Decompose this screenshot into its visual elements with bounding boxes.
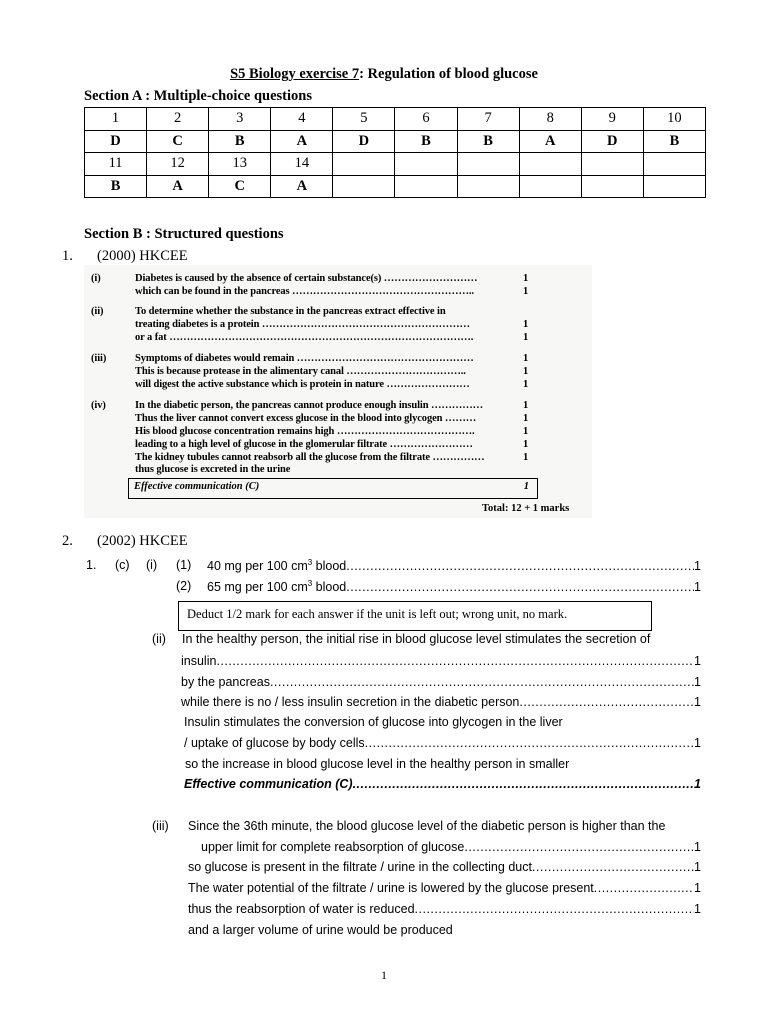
answer-text: so the increase in blood glucose level in the healthy person in smaller [185,757,570,771]
q2-ii-label: (ii) [152,632,166,646]
answer-text: upper limit for complete reabsorption of glucose [201,840,465,854]
q2-ec-text: Effective communication (C) [184,777,353,791]
scan-effective-communication: Effective communication (C) [134,481,260,492]
scan-mark: 1 [523,273,529,284]
q2-iii-line [188,819,665,833]
answer-text: so glucose is present in the filtrate / urine in the collecting duct [188,860,532,874]
leader-dots [270,675,694,689]
page-number: 1 [381,968,387,982]
answer-text: insulin [181,654,217,668]
scan-mark: 1 [523,286,529,297]
scan-mark: 1 [523,439,529,450]
question-number-cell: 11 [85,153,147,176]
effective-communication-box [128,478,538,499]
scan-answer-line: Thus the liver cannot convert excess glucose in the blood into glycogen ……… [135,413,477,424]
q2-source: (2002) HKCEE [97,533,188,549]
q2-iii-line [188,902,701,916]
question-number-cell: 2 [147,108,209,131]
question-number-cell: 14 [271,153,333,176]
q2-ii-line [182,632,650,646]
q2-iii-line [188,923,453,937]
q2-ii-line [181,695,701,709]
leader-dots [415,902,695,916]
mark: 1 [694,736,701,750]
leader-dots [216,654,694,668]
scan-mark: 1 [523,379,529,390]
q2-sub-i: (i) [146,558,158,572]
q2-number: 2. [62,533,73,549]
q2-ii-line [181,654,701,668]
answer-text: Since the 36th minute, the blood glucose level of the diabetic person is higher than the [188,819,666,833]
leader-dots [353,777,694,791]
leader-dots [365,736,694,750]
q2-i1-answer [207,558,701,573]
q2-ii-line [184,715,563,729]
scan-part-label: (i) [91,273,101,284]
q2-i1-number: (1) [176,558,192,572]
q2-effective-communication [184,777,701,791]
answer-cell: B [209,130,271,153]
scan-total-marks: Total: 12 + 1 marks [482,503,570,514]
scan-part-label: (iii) [91,353,107,364]
answer-text: The water potential of the filtrate / urine is lowered by the glucose present [188,881,594,895]
answer-table [84,107,706,198]
leader-dots [346,580,694,594]
document-title [0,66,768,83]
answer-cell [333,175,395,198]
scan-mark: 1 [523,366,529,377]
section-a-heading: Section A : Multiple-choice questions [84,88,312,104]
answer-cell [457,175,519,198]
leader-dots [346,559,694,573]
scan-answer-line: treating diabetes is a protein …………………………………………………… [135,319,470,330]
q1-source: (2000) HKCEE [97,248,188,264]
deduct-note: Deduct 1/2 mark for each answer if the unit is left out; wrong unit, no mark. [187,607,568,621]
q1-marking-scheme-scan [84,265,592,518]
question-number-cell [581,153,643,176]
question-number-cell: 3 [209,108,271,131]
q2-i2-sup: 3 [307,579,313,588]
q2-i1-sup: 3 [307,558,313,567]
q2-i1-text: 40 mg per 100 cm [207,559,308,574]
mark: 1 [694,860,701,874]
q2-i2-mark: 1 [694,580,701,595]
answer-cell: B [395,130,457,153]
question-number-cell [519,153,581,176]
q2-iii-line [201,840,701,854]
q2-ii-line [185,757,569,771]
answer-cell: A [271,175,333,198]
q2-iii-label: (iii) [152,819,169,833]
answer-cell [643,175,705,198]
title-rest: : Regulation of blood glucose [359,66,538,82]
question-number-cell [395,153,457,176]
answer-cell: B [457,130,519,153]
scan-mark: 1 [523,452,529,463]
q2-iii-line [188,881,701,895]
q2-iii-line [188,860,701,874]
question-number-cell [333,153,395,176]
answer-cell: C [209,175,271,198]
answer-cell [581,175,643,198]
q2-i2-text: 65 mg per 100 cm [207,580,308,595]
question-number-cell: 10 [643,108,705,131]
q2-i2-answer [207,579,701,594]
scan-answer-line: The kidney tubules cannot reabsorb all the glucose from the filtrate …………… [135,452,485,463]
question-number-cell: 13 [209,153,271,176]
scan-mark: 1 [523,426,529,437]
q2-i1-mark: 1 [694,559,701,574]
scan-mark: 1 [523,319,529,330]
scan-mark: 1 [523,400,529,411]
answer-cell: B [643,130,705,153]
mark: 1 [694,675,701,689]
answer-cell: A [147,175,209,198]
answer-cell: A [519,130,581,153]
answer-text: In the healthy person, the initial rise in blood glucose level stimulates the secretion of [182,632,651,646]
title-underlined: S5 Biology exercise 7 [230,66,360,82]
scan-answer-line: which can be found in the pancreas …………………………………………….. [135,286,474,297]
scan-mark: 1 [523,413,529,424]
question-number-cell [643,153,705,176]
question-number-cell [457,153,519,176]
answer-cell [519,175,581,198]
answer-text: Insulin stimulates the conversion of glucose into glycogen in the liver [184,715,563,729]
question-number-cell: 1 [85,108,147,131]
answer-cell [395,175,457,198]
question-number-cell: 12 [147,153,209,176]
answer-cell: A [271,130,333,153]
question-number-cell: 8 [519,108,581,131]
scan-answer-line: In the diabetic person, the pancreas cannot produce enough insulin …………… [135,400,484,411]
question-number-cell: 7 [457,108,519,131]
leader-dots [519,695,694,709]
question-number-cell: 5 [333,108,395,131]
question-number-cell: 9 [581,108,643,131]
question-number-row [85,153,706,176]
mark: 1 [694,902,701,916]
answer-row [85,130,706,153]
scan-answer-line: or a fat ……………………………………………………………………………. [135,332,474,343]
mark: 1 [694,840,701,854]
scan-answer-line: To determine whether the substance in the pancreas extract effective in [135,306,446,317]
q2-i2-number: (2) [176,579,192,593]
scan-mark: 1 [523,353,529,364]
section-b-heading: Section B : Structured questions [84,226,284,242]
leader-dots [532,860,694,874]
mark: 1 [694,695,701,709]
answer-text: by the pancreas [181,675,270,689]
q2-ec-mark: 1 [694,777,701,791]
question-number-cell: 4 [271,108,333,131]
mark: 1 [694,654,701,668]
scan-answer-line: thus glucose is excreted in the urine [135,464,291,475]
q1-number: 1. [62,248,73,264]
scan-answer-line: will digest the active substance which is protein in nature …………………… [135,379,470,390]
scan-part-label: (iv) [91,400,106,411]
question-number-row [85,108,706,131]
leader-dots [594,881,694,895]
q2-i2-text-end: blood [312,580,347,595]
mark: 1 [694,881,701,895]
answer-text: while there is no / less insulin secretion in the diabetic person [181,695,520,709]
scan-answer-line: His blood glucose concentration remains high …………………………………. [135,426,475,437]
answer-cell: C [147,130,209,153]
answer-text: thus the reabsorption of water is reduced [188,902,415,916]
scan-answer-line: This is because protease in the alimentary canal …………………………….. [135,366,466,377]
scan-answer-line: leading to a high level of glucose in the glomerular filtrate …………………… [135,439,473,450]
answer-text: and a larger volume of urine would be produced [188,923,453,937]
q2-sub-c: (c) [115,558,130,572]
scan-part-label: (ii) [91,306,104,317]
scan-answer-line: Symptoms of diabetes would remain …………………………………………… [135,353,474,364]
answer-cell: D [85,130,147,153]
leader-dots [464,840,694,854]
answer-cell: D [333,130,395,153]
question-number-cell: 6 [395,108,457,131]
q2-sub-number: 1. [86,558,97,572]
q2-ii-line [181,675,701,689]
scan-ec-mark: 1 [523,481,529,492]
answer-cell: D [581,130,643,153]
answer-row [85,175,706,198]
answer-text: / uptake of glucose by body cells [184,736,365,750]
q2-ii-line [184,736,701,750]
q2-i1-text-end: blood [312,559,347,574]
scan-mark: 1 [523,332,529,343]
answer-cell: B [85,175,147,198]
scan-answer-line: Diabetes is caused by the absence of certain substance(s) ……………………… [135,273,478,284]
deduct-note-box [178,601,652,631]
